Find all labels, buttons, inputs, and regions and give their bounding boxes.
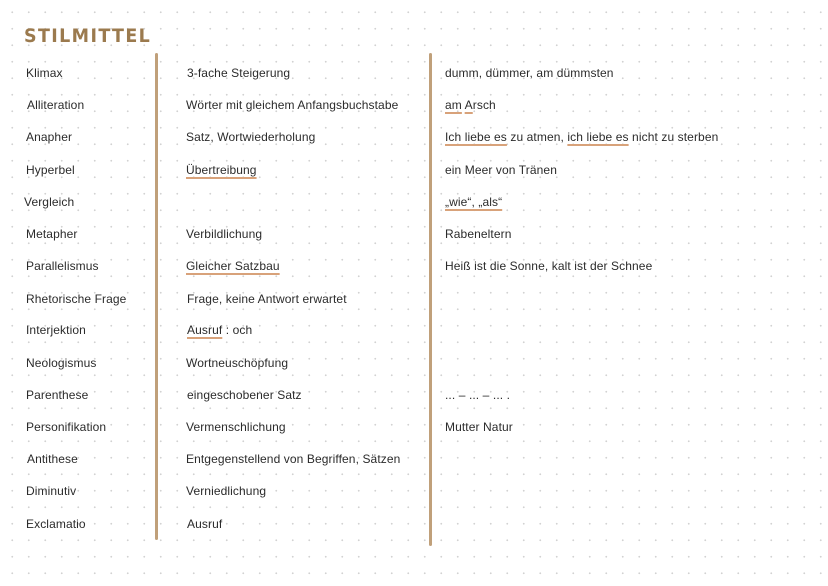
- definition-text: [187, 65, 290, 81]
- example-text-segment: Heiß ist die Sonne, kalt ist der Schnee: [445, 259, 653, 273]
- example-text: [445, 258, 652, 274]
- example-text-segment: ein Meer von Tränen: [445, 163, 557, 177]
- term-label: Alliteration: [27, 98, 85, 112]
- definition-text: [186, 355, 288, 371]
- definition-text-segment: Frage, keine Antwort erwartet: [187, 292, 347, 306]
- term-label: Klimax: [26, 66, 63, 80]
- definition-text: [187, 291, 347, 307]
- example-text-underlined-segment: am: [445, 98, 462, 112]
- definition-text: [186, 451, 400, 467]
- example-text: [445, 97, 496, 113]
- definition-text-segment: Verbildlichung: [186, 227, 263, 241]
- definition-text-segment: : och: [222, 323, 253, 337]
- definition-text-segment: Entgegenstellend von Begriffen, Sätzen: [186, 452, 401, 466]
- definition-text: [186, 162, 257, 178]
- term-label: Metapher: [26, 227, 78, 241]
- definition-text: [187, 387, 302, 403]
- example-text-segment: ... – ... – ... .: [445, 388, 511, 402]
- term-label: Diminutiv: [26, 484, 77, 498]
- definition-text: [186, 483, 266, 499]
- definition-text-underlined-segment: Übertreibung: [186, 163, 257, 177]
- example-text: [445, 387, 510, 403]
- example-text-segment: Mutter Natur: [445, 420, 513, 434]
- definition-text: [186, 226, 262, 242]
- term-label: Personifikation: [26, 420, 107, 434]
- term-label: Parallelismus: [26, 259, 99, 273]
- definition-text-segment: eingeschobener Satz: [187, 388, 302, 402]
- example-text-underlined-segment: „wie“, „als“: [445, 195, 503, 209]
- term-label: Neologismus: [26, 356, 97, 370]
- term-label: Hyperbel: [26, 163, 75, 177]
- definition-text: [186, 419, 286, 435]
- term-label: Exclamatio: [26, 517, 86, 531]
- example-text-segment: nicht zu sterben: [628, 130, 719, 144]
- term-label: Vergleich: [24, 195, 75, 209]
- definition-text: [186, 258, 280, 274]
- example-text-underlined-segment: Ich liebe es: [445, 130, 507, 144]
- definition-text: [186, 97, 398, 113]
- example-text-underlined-segment: ich liebe es: [567, 130, 629, 144]
- definition-text-segment: Satz, Wortwiederholung: [186, 130, 316, 144]
- page-title: STILMITTEL: [24, 25, 152, 47]
- example-text: [445, 226, 511, 242]
- definition-text-segment: 3-fache Steigerung: [187, 66, 291, 80]
- definition-text: [186, 129, 315, 145]
- example-text-segment: rsch: [472, 98, 496, 112]
- example-text: [445, 129, 718, 145]
- example-text-segment: dumm, dümmer, am dümmsten: [445, 66, 614, 80]
- example-text: [445, 162, 557, 178]
- example-text-segment: Rabeneltern: [445, 227, 512, 241]
- column-divider-left: [155, 53, 158, 540]
- term-label: Interjektion: [26, 323, 86, 337]
- definition-text-segment: Ausruf: [187, 517, 223, 531]
- example-text-segment: zu atmen,: [506, 130, 568, 144]
- term-label: Parenthese: [26, 388, 89, 402]
- definition-text-segment: Verniedlichung: [186, 484, 267, 498]
- term-label: Rhetorische Frage: [26, 292, 127, 306]
- example-text: [445, 419, 513, 435]
- definition-text-segment: Wortneuschöpfung: [186, 356, 289, 370]
- example-text-underlined-segment: A: [464, 98, 473, 112]
- example-text: [445, 194, 502, 210]
- definition-text-underlined-segment: Gleicher Satzbau: [186, 259, 280, 273]
- definition-text-underlined-segment: Ausruf: [187, 323, 223, 337]
- definition-text: [187, 322, 252, 338]
- definition-text: [187, 516, 222, 532]
- definition-text-segment: Wörter mit gleichem Anfangsbuchstabe: [186, 98, 399, 112]
- definition-text-segment: Vermenschlichung: [186, 420, 286, 434]
- column-divider-right: [429, 53, 432, 546]
- term-label: Antithese: [27, 452, 78, 466]
- example-text: [445, 65, 614, 81]
- term-label: Anapher: [26, 130, 73, 144]
